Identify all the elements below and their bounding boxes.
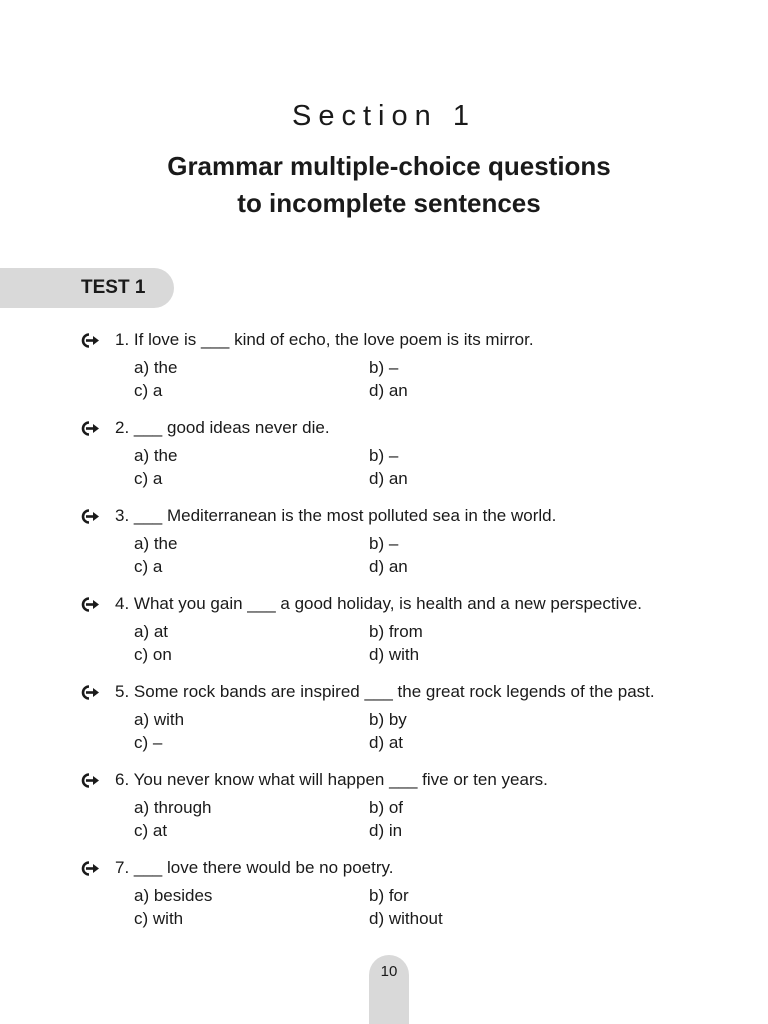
arrow-right-curved-icon [80, 508, 102, 525]
arrow-right-curved-icon [80, 420, 102, 437]
option-c: c) at [134, 821, 168, 840]
question-text: 6. You never know what will happen ___ five or ten years. [115, 770, 548, 789]
question-text: 5. Some rock bands are inspired ___ the great rock legends of the past. [115, 682, 655, 701]
question-6 [0, 768, 768, 856]
question-5 [0, 680, 768, 768]
option-d: d) an [369, 381, 408, 400]
option-a: a) with [134, 710, 185, 729]
option-b: b) of [369, 798, 404, 817]
test-tab [0, 268, 174, 308]
question-text: 1. If love is ___ kind of echo, the love poem is its mirror. [115, 330, 534, 349]
option-a: a) the [134, 358, 178, 377]
option-d: d) with [369, 645, 420, 664]
arrow-right-curved-icon [80, 596, 102, 613]
page-title-line-2: to incomplete sentences [237, 188, 541, 218]
page-number-tab [369, 955, 409, 1024]
option-b: b) – [369, 534, 399, 553]
option-c: c) with [134, 909, 184, 928]
option-c: c) a [134, 469, 163, 488]
option-c: c) on [134, 645, 172, 664]
option-a: a) besides [134, 886, 213, 905]
question-text: 7. ___ love there would be no poetry. [115, 858, 394, 877]
question-text: 3. ___ Mediterranean is the most polluted sea in the world. [115, 506, 557, 525]
question-7 [0, 856, 768, 944]
option-a: a) at [134, 622, 169, 641]
option-b: b) – [369, 446, 399, 465]
page-title-line-1: Grammar multiple-choice questions [167, 151, 611, 181]
question-4 [0, 592, 768, 680]
option-c: c) a [134, 381, 163, 400]
arrow-right-curved-icon [80, 772, 102, 789]
option-d: d) without [369, 909, 443, 928]
option-a: a) the [134, 534, 178, 553]
question-list [0, 328, 768, 944]
option-b: b) for [369, 886, 409, 905]
option-d: d) an [369, 557, 408, 576]
page-number: 10 [380, 963, 398, 980]
option-d: d) in [369, 821, 403, 840]
question-1 [0, 328, 768, 416]
arrow-right-curved-icon [80, 684, 102, 701]
option-a: a) through [134, 798, 212, 817]
option-d: d) an [369, 469, 408, 488]
option-b: b) from [369, 622, 423, 641]
option-b: b) by [369, 710, 407, 729]
section-label: Section 1 [292, 100, 476, 132]
arrow-right-curved-icon [80, 332, 102, 349]
page-title [0, 148, 768, 222]
option-d: d) at [369, 733, 404, 752]
question-3 [0, 504, 768, 592]
option-c: c) – [134, 733, 163, 752]
arrow-right-curved-icon [80, 860, 102, 877]
option-a: a) the [134, 446, 178, 465]
question-text: 4. What you gain ___ a good holiday, is health and a new perspective. [115, 594, 643, 613]
test-tab-label: TEST 1 [81, 277, 146, 298]
option-c: c) a [134, 557, 163, 576]
option-b: b) – [369, 358, 399, 377]
question-text: 2. ___ good ideas never die. [115, 418, 330, 437]
question-2 [0, 416, 768, 504]
